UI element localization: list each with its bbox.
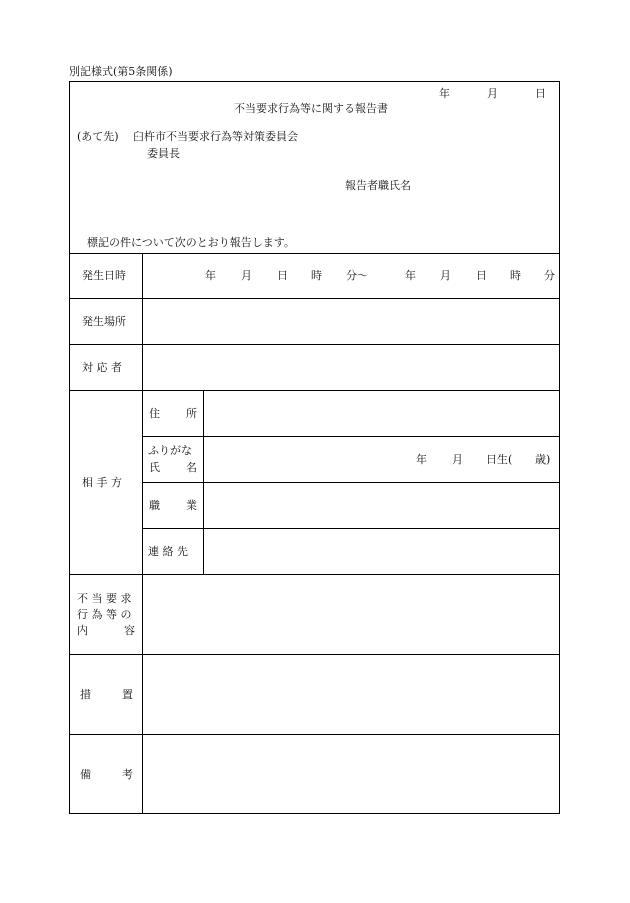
datetime-from-day: 日 (277, 269, 288, 282)
birth-month-label: 月 (452, 453, 463, 466)
label-column-divider (142, 253, 143, 814)
reporter-label: 報告者職氏名 (345, 179, 411, 192)
content-label-line3-char2: 容 (124, 624, 135, 637)
content-label-line2: 行 為 等 の (77, 608, 132, 621)
birth-year-label: 年 (416, 453, 427, 466)
date-day-label: 日 (535, 87, 546, 100)
datetime-from-minute: 分～ (346, 269, 368, 282)
intro-text: 標記の件について次のとおり報告します。 (87, 236, 295, 249)
row-divider (142, 528, 560, 529)
furigana-label: ふりがな (148, 444, 192, 457)
form-reference: 別記様式(第5条関係) (69, 65, 173, 78)
content-label-line3-char1: 内 (77, 624, 88, 637)
occupation-label-char1: 職 (149, 499, 160, 512)
address-label-char2: 所 (186, 407, 197, 420)
datetime-from-year: 年 (205, 269, 216, 282)
date-year-label: 年 (439, 87, 450, 100)
name-label-char2: 名 (186, 461, 197, 474)
datetime-to-month: 月 (440, 269, 451, 282)
datetime-to-day: 日 (476, 269, 487, 282)
measures-label-char1: 措 (80, 688, 91, 701)
handler-label: 対 応 者 (82, 361, 122, 374)
row-divider (142, 482, 560, 483)
document-title: 不当要求行為等に関する報告書 (234, 102, 388, 115)
datetime-label: 発生日時 (82, 269, 126, 282)
counterpart-label: 相 手 方 (82, 476, 122, 489)
datetime-to-hour: 時 (510, 269, 521, 282)
datetime-to-year: 年 (405, 269, 416, 282)
remarks-label-char2: 考 (122, 768, 133, 781)
addressee-org: 臼杵市不当要求行為等対策委員会 (133, 130, 298, 143)
place-label: 発生場所 (82, 315, 126, 328)
address-label-char1: 住 (149, 407, 160, 420)
content-label-line1: 不 当 要 求 (77, 592, 132, 605)
sublabel-column-divider (203, 390, 204, 574)
addressee-label: (あて先) (77, 130, 119, 143)
contact-label: 連 絡 先 (148, 545, 188, 558)
birth-day-label: 日生( (486, 453, 513, 466)
name-label-char1: 氏 (149, 461, 160, 474)
datetime-from-hour: 時 (311, 269, 322, 282)
measures-label-char2: 置 (122, 688, 133, 701)
row-divider (142, 436, 560, 437)
remarks-label-char1: 備 (80, 768, 91, 781)
datetime-from-month: 月 (241, 269, 252, 282)
age-label: 歳) (535, 453, 551, 466)
occupation-label-char2: 業 (186, 499, 197, 512)
addressee-role: 委員長 (147, 147, 180, 160)
date-month-label: 月 (487, 87, 498, 100)
datetime-to-minute: 分 (544, 269, 555, 282)
